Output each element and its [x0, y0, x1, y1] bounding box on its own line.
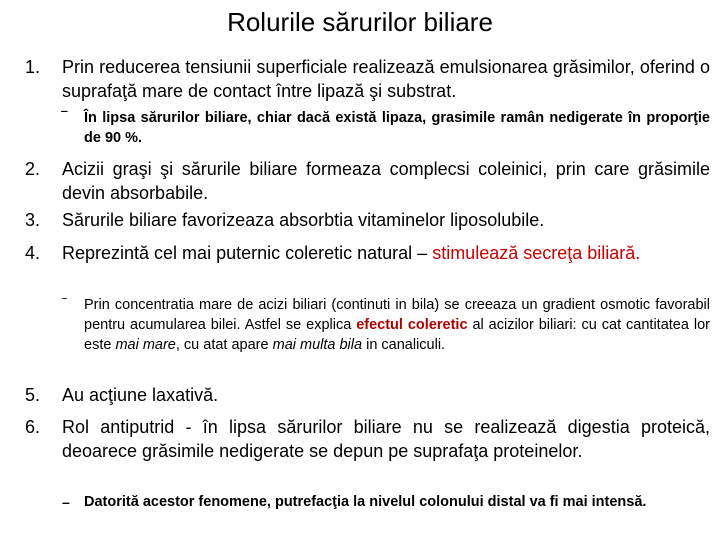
item-number: 4.	[25, 243, 41, 263]
sub-text: Datorită acestor fenomene, putrefacţia la nivelul colonului distal va fi mai intensă.	[84, 494, 647, 510]
dash-bullet-icon: –	[62, 494, 70, 510]
highlight-text: stimulează secreţa biliară.	[432, 243, 641, 263]
emphasis-text: mai mare	[115, 337, 176, 353]
sub-text-part: Prin concentratia mare de acizi biliari (continuti in bila) se creeaza un gradient osmotic favorabil pentru acumularea bilei. Astfel se explica	[84, 297, 710, 333]
item-text	[62, 241, 710, 265]
item-text: Sărurile biliare favorizeaza absorbtia vitaminelor liposolubile.	[62, 210, 545, 230]
sub-text-part: , cu atat apare	[175, 337, 273, 353]
highlight-text: efectul coleretic	[356, 317, 468, 333]
item-text-part: Reprezintă cel mai puternic coleretic natural –	[62, 243, 433, 263]
item-number: 6.	[25, 417, 41, 437]
sub-text	[84, 295, 710, 355]
item-number: 2.	[25, 159, 41, 179]
sub-text-part: in canaliculi.	[362, 337, 446, 353]
item-text: Au acţiune laxativă.	[62, 385, 219, 405]
dash-bullet-icon: ‾	[62, 296, 67, 312]
item-number: 3.	[25, 210, 41, 230]
emphasis-text: mai multa bila	[272, 337, 363, 353]
sub-text-part: al acizilor biliari: cu cat cantitatea lor este	[84, 317, 710, 353]
item-text: Rol antiputrid - în lipsa sărurilor biliare nu se realizează digestia proteică, deoarece grăsimile nedigerate se depun pe suprafaţa proteinelor.	[62, 417, 710, 461]
sub-text: În lipsa sărurilor biliare, chiar dacă există lipaza, grasimile ramân nedigerate în proporţie de 90 %.	[84, 110, 710, 146]
item-number: 5.	[25, 385, 41, 405]
item-text: Prin reducerea tensiunii superficiale realizează emulsionarea grăsimilor, oferind o suprafaţă mare de contact între lipază şi substrat.	[62, 57, 710, 101]
item-text: Acizii graşi şi sărurile biliare formeaza complecsi coleinici, prin care grăsimile devin absorbabile.	[62, 159, 710, 203]
item-number: 1.	[25, 57, 41, 77]
dash-bullet-icon: ‾	[62, 109, 67, 125]
slide-title: Rolurile sărurilor biliare	[227, 7, 493, 37]
